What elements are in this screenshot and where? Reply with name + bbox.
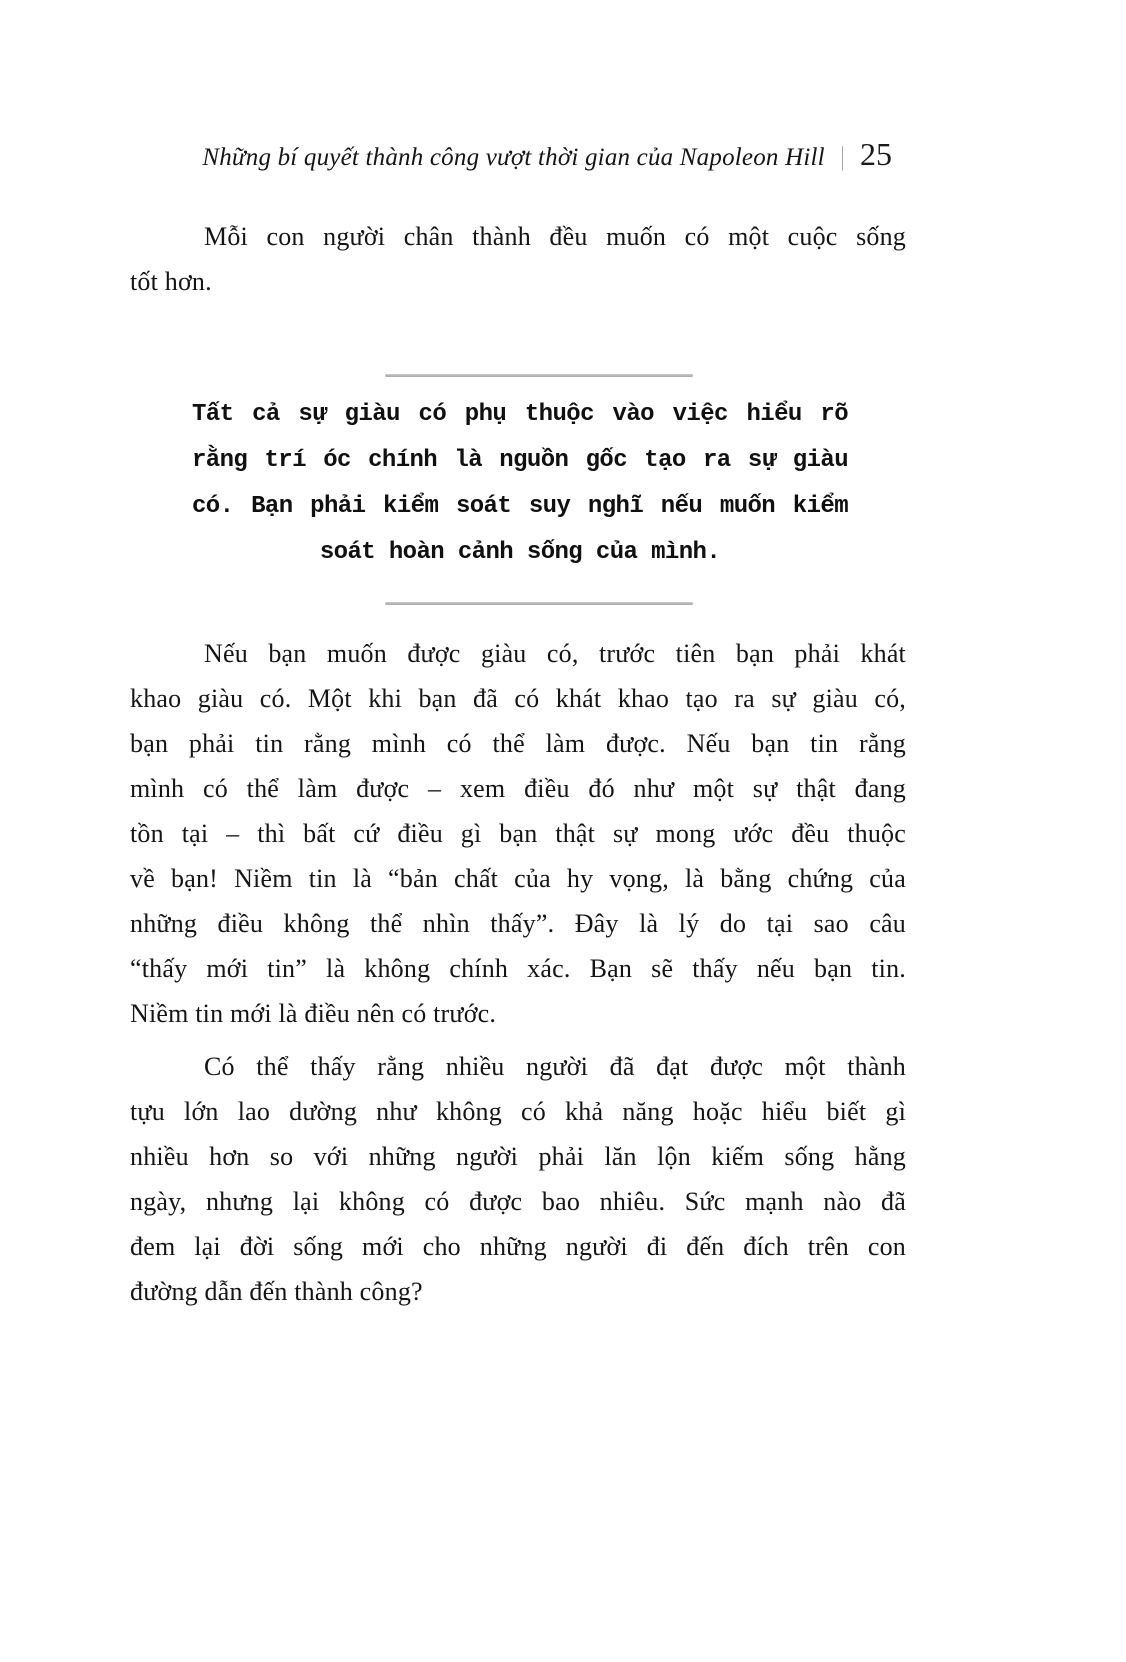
body-line: “thấy mới tin” là không chính xác. Bạn sẽ thấy nếu bạn tin. bbox=[130, 954, 906, 983]
body-line: Nếu bạn muốn được giàu có, trước tiên bạn phải khát bbox=[204, 639, 906, 668]
quote-line: Tất cả sự giàu có phụ thuộc vào việc hiểu rõ bbox=[192, 401, 848, 428]
page-number: 25 bbox=[860, 136, 892, 172]
body-line: Có thể thấy rằng nhiều người đã đạt được một thành bbox=[204, 1052, 906, 1081]
body-line: tốt hơn. bbox=[130, 267, 212, 296]
body-line: khao giàu có. Một khi bạn đã có khát khao tạo ra sự giàu có, bbox=[130, 684, 906, 713]
achievement-paragraph bbox=[130, 1044, 906, 1314]
belief-paragraph bbox=[130, 631, 906, 1036]
quote-line: rằng trí óc chính là nguồn gốc tạo ra sự giàu bbox=[192, 447, 848, 474]
body-line: về bạn! Niềm tin là “bản chất của hy vọng, là bằng chứng của bbox=[130, 864, 906, 893]
quote-line: soát hoàn cảnh sống của mình. bbox=[319, 539, 721, 566]
opening-paragraph bbox=[130, 214, 906, 304]
body-line: Niềm tin mới là điều nên có trước. bbox=[130, 999, 497, 1028]
section-divider-top bbox=[385, 374, 693, 377]
body-line: những điều không thể nhìn thấy”. Đây là lý do tại sao câu bbox=[130, 909, 906, 938]
quote-line: có. Bạn phải kiểm soát suy nghĩ nếu muốn kiểm bbox=[192, 493, 848, 520]
header-separator-bar: | bbox=[840, 142, 844, 171]
body-line: ngày, nhưng lại không có được bao nhiêu. Sức mạnh nào đã bbox=[130, 1187, 906, 1216]
running-header-title: Những bí quyết thành công vượt thời gian của Napoleon Hill bbox=[202, 144, 825, 171]
body-line: nhiều hơn so với những người phải lăn lộn kiếm sống hằng bbox=[130, 1142, 906, 1171]
running-header bbox=[130, 136, 892, 173]
body-line: tồn tại – thì bất cứ điều gì bạn thật sự mong ước đều thuộc bbox=[130, 819, 906, 848]
body-line: tựu lớn lao dường như không có khả năng hoặc hiểu biết gì bbox=[130, 1097, 906, 1126]
section-divider-bottom bbox=[385, 602, 693, 605]
body-line: Mỗi con người chân thành đều muốn có một cuộc sống bbox=[204, 222, 906, 251]
body-line: đem lại đời sống mới cho những người đi đến đích trên con bbox=[130, 1232, 906, 1261]
body-line: đường dẫn đến thành công? bbox=[130, 1277, 423, 1306]
pull-quote bbox=[192, 392, 848, 576]
body-line: bạn phải tin rằng mình có thể làm được. Nếu bạn tin rằng bbox=[130, 729, 906, 758]
body-line: mình có thể làm được – xem điều đó như một sự thật đang bbox=[130, 774, 906, 803]
